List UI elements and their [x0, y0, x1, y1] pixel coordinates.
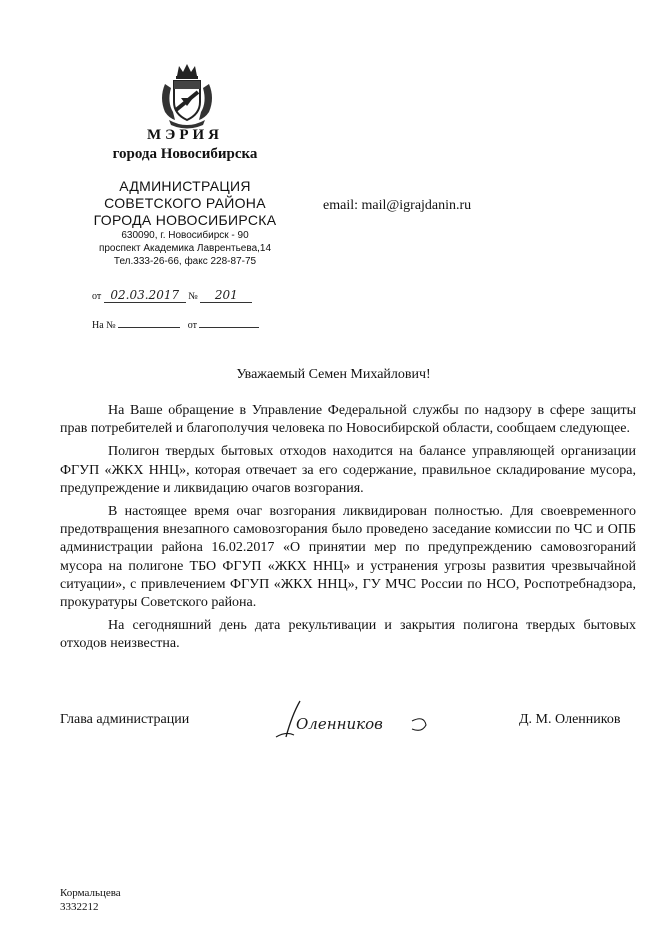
on-number-field [118, 316, 180, 328]
executor-name: Кормальцева [60, 887, 121, 899]
address-line: 630090, г. Новосибирск - 90 [121, 230, 249, 241]
executor-phone: 3332212 [60, 901, 99, 913]
email-address: email: mail@igrajdanin.ru [323, 198, 472, 213]
paragraph: В настоящее время очаг возгорания ликвидирован полностью. Для своевременного предотвращения внезапного самовозгорания было проведено заседание комиссии по ЧС и ОПБ администрации района 16.02.2017 «О принятии мер по предупреждению самовозгораний мусора на полигоне ТБО ФГУП «ЖКХ ННЦ» и устранения угрозы развития чрезвычайной ситуации», с привлечением ФГУП «ЖКХ ННЦ», ГУ МЧС России по НСО, Роспотребнадзора, прокуратуры Советского района. [60, 504, 636, 611]
coat-of-arms-icon [157, 62, 217, 132]
outgoing-reference [92, 288, 252, 303]
handwritten-signature [262, 693, 442, 743]
reference-number: 201 [200, 288, 252, 303]
paragraph: Полигон твердых бытовых отходов находится на балансе управляющей организации ФГУП «ЖКХ ННЦ», которая отвечает за его содержание, правильное складирование мусора, предупреждение и ликвидацию очагов возгорания. [60, 444, 636, 496]
letter-body [60, 402, 636, 659]
greeting: Уважаемый Семен Михайлович! [236, 367, 431, 382]
paragraph: На Ваше обращение в Управление Федеральной службы по надзору в сфере защиты прав потребителей и благополучия человека по Новосибирской области, сообщаем следующее. [60, 403, 636, 437]
number-label: № [188, 291, 198, 302]
letterhead [60, 126, 310, 268]
executor-info [60, 886, 121, 914]
on-number-label: На № [92, 320, 116, 331]
incoming-reference [92, 316, 259, 331]
signer-name: Д. М. Оленников [519, 712, 621, 727]
admin-line: АДМИНИСТРАЦИЯ [119, 178, 251, 194]
on-date-field [199, 316, 259, 328]
admin-line: ГОРОДА НОВОСИБИРСКА [93, 212, 277, 228]
org-city: города Новосибирска [112, 146, 258, 162]
from-label: от [92, 291, 102, 302]
paragraph: На сегодняшний день дата рекультивации и закрытия полигона твердых бытовых отходов неизвестна. [60, 618, 636, 652]
org-name: МЭРИЯ [147, 127, 223, 143]
on-from-label: от [187, 320, 197, 331]
signature-text: Оленников [296, 715, 383, 733]
address-line: Тел.333-26-66, факс 228-87-75 [113, 256, 257, 267]
reference-date: 02.03.2017 [104, 288, 186, 303]
signer-title: Глава администрации [60, 712, 190, 727]
admin-line: СОВЕТСКОГО РАЙОНА [104, 195, 266, 211]
address-line: проспект Академика Лаврентьева,14 [98, 243, 272, 254]
